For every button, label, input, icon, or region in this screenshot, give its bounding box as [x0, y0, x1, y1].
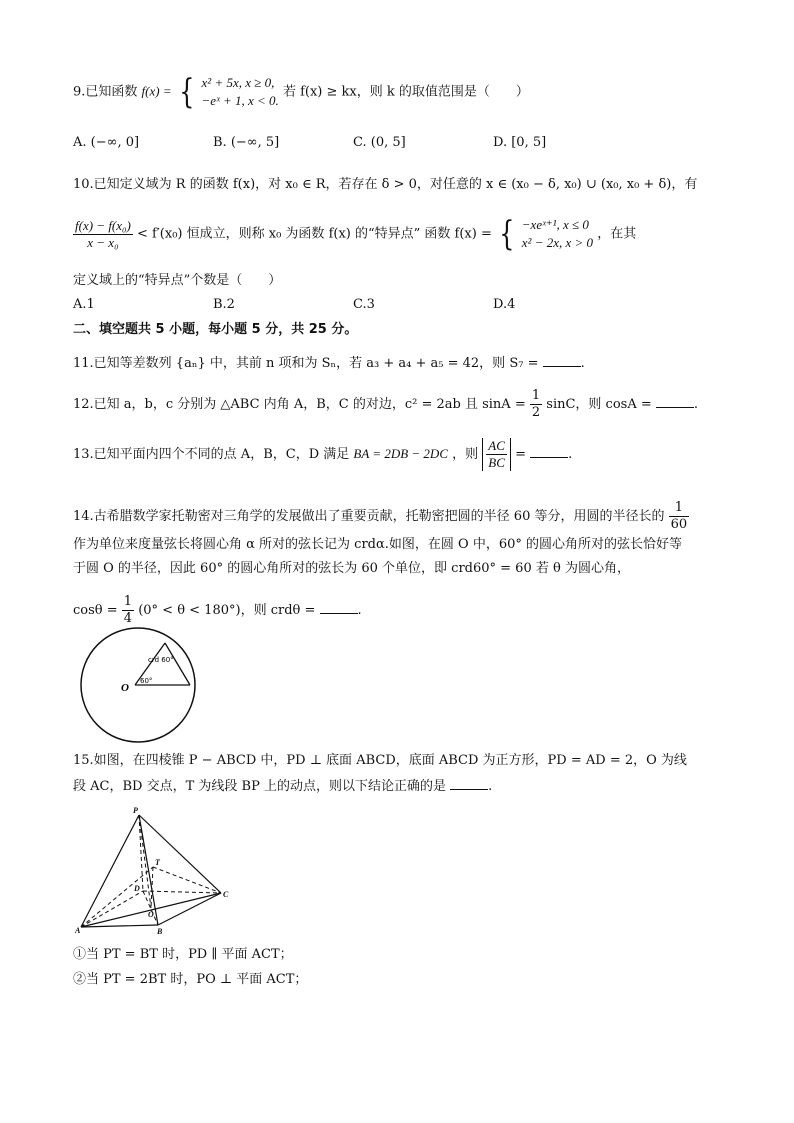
q15-edge-ab [81, 925, 158, 927]
q15-line-1: 15.如图，在四棱锥 P − ABCD 中，PD ⊥ 底面 ABCD，底面 ABCD 为正方形，PD = AD = 2，O 为线 [73, 753, 687, 768]
q13-vector-eq: BA = 2DB − 2DC [353, 446, 448, 461]
q10-choice-b: B.2 [213, 297, 235, 312]
q14-cos-pre: cosθ = [73, 603, 118, 618]
q10-line-3: 定义域上的“特异点”个数是（ ） [73, 273, 282, 288]
q11: 11.已知等差数列 {aₙ} 中，其前 n 项和为 Sₙ，若 a₃ + a₄ + a₅ = 42，则 S₇ = . [73, 356, 585, 371]
q15-label-t: T [155, 858, 160, 867]
q14-unit-num: 1 [669, 500, 690, 517]
q9-stem [73, 74, 529, 110]
q15-edge-pa [81, 815, 139, 927]
q10-brace: { [499, 214, 515, 254]
q15-edge-dc [143, 891, 221, 893]
q15-line-2-text: 段 AC，BD 交点，T 为线段 BP 上的动点，则以下结论正确的是 [73, 779, 446, 794]
q10-line-1: 10.已知定义域为 R 的函数 f(x)，对 x₀ ∈ R，若存在 δ > 0，对任意的 x ∈ (x₀ − δ, x₀) ∪ (x₀, x₀ + δ)，有 [73, 177, 698, 192]
q14-label-o: O [121, 682, 129, 694]
q14-unit-fraction [669, 500, 690, 533]
q15-label-c: C [223, 890, 229, 899]
q15-pyramid-figure [73, 805, 233, 935]
q9-case-1: x² + 5x, x ≥ 0, [201, 75, 275, 90]
q14-cos-num: 1 [123, 594, 133, 609]
q15-edge-pc [139, 815, 221, 893]
section-heading: 二、填空题共 5 小题，每小题 5 分，共 25 分。 [73, 322, 358, 337]
q10-choice-a: A.1 [73, 297, 95, 312]
q14-circle-figure [73, 625, 203, 745]
q15-line-po [139, 815, 151, 908]
q9-condition: 若 f(x) ≥ kx，则 k 的取值范围是（ ） [282, 84, 529, 100]
q10-frac-num: f(x) − f(x₀) [75, 217, 131, 233]
q14-line-2: 作为单位来度量弦长将圆心角 α 所对的弦长记为 crdα.如图，在圆 O 中，60° 的圆心角所对的弦长恰好等 [73, 537, 683, 552]
q15-label-o: O [148, 910, 154, 919]
q12-answer-blank[interactable] [656, 395, 694, 408]
q15-label-d: D [134, 884, 140, 893]
q12-frac-num: 1 [531, 388, 541, 403]
q9-choice-d: D. [0, 5] [493, 135, 547, 150]
q15-edge-bc [158, 893, 221, 925]
q15-line-ct [153, 867, 221, 893]
q15-answer-blank[interactable] [450, 777, 488, 790]
q12-post: sinC，则 cosA = [546, 397, 652, 412]
q13-ratio [482, 438, 511, 471]
q10-fraction [73, 218, 133, 251]
q10-tail: ，在其 [597, 226, 637, 242]
q10-choice-c: C.3 [353, 297, 375, 312]
q12-frac-den: 2 [531, 405, 541, 420]
q9-func: f(x) = [141, 83, 172, 99]
q13-pre: 13.已知平面内四个不同的点 A，B，C，D 满足 [73, 447, 350, 462]
q13: 13.已知平面内四个不同的点 A，B，C，D 满足 BA = 2DB − 2DC ，则 $\frac{AC}{BC}$ = . [73, 438, 573, 470]
q10-line-2 [73, 216, 636, 252]
q15-label-a: A [75, 926, 81, 935]
q15-option-1: ①当 PT = BT 时，PD ∥ 平面 ACT； [73, 947, 293, 962]
q13-num: AC [488, 438, 505, 453]
q14-label-angle: 60° [140, 677, 153, 685]
q14-line-1-text: 14.古希腊数学家托勒密对三角学的发展做出了重要贡献，托勒密把圆的半径 60 等分，用圆的半径长的 [73, 509, 665, 524]
q14-line-1 [73, 500, 689, 533]
q15-label-b: B [157, 927, 163, 935]
q14-cos-fraction [122, 594, 134, 627]
q14-line-3: 于圆 O 的半径，因此 60° 的圆心角所对的弦长为 60 个单位，即 crd60° = 60 若 θ 为圆心角， [73, 561, 630, 576]
q10-choice-d: D.4 [493, 297, 516, 312]
q9-prefix: 9.已知函数 [73, 84, 138, 100]
q9-case-2: −eˣ + 1, x < 0. [201, 93, 279, 108]
q13-den: BC [488, 455, 505, 470]
q10-mid: < f′(x₀) 恒成立，则称 x₀ 为函数 f(x) 的“特异点” 函数 f(x) = [137, 226, 492, 242]
q12: 12.已知 a，b，c 分别为 △ABC 内角 A，B，C 的对边，c² = 2ab 且 sinA = $\frac{1}{2}$ sinC，则 cosA = . [73, 388, 699, 420]
q9-choice-a: A. (−∞, 0] [73, 135, 140, 150]
q9-brace: { [178, 72, 195, 112]
q14-answer-blank[interactable] [320, 601, 358, 614]
q10-case-1: −xeˣ⁺¹, x ≤ 0 [521, 217, 589, 232]
q12-fraction [530, 388, 542, 421]
q10-frac-den: x − x₀ [87, 234, 119, 250]
q14-cos-den: 4 [123, 611, 133, 626]
q11-text: 11.已知等差数列 {aₙ} 中，其前 n 项和为 Sₙ，若 a₃ + a₄ + a₅ = 42，则 S₇ = [73, 356, 539, 371]
q15-label-p: P [133, 806, 138, 815]
q14-label-crd: crd 60° [148, 656, 174, 664]
q15-line-2: 段 AC，BD 交点，T 为线段 BP 上的动点，则以下结论正确的是 . [73, 779, 493, 794]
q10-case-2: x² − 2x, x > 0 [521, 235, 594, 250]
q14-cos-post: (0° < θ < 180°)，则 crdθ = [138, 603, 316, 618]
q12-pre: 12.已知 a，b，c 分别为 △ABC 内角 A，B，C 的对边，c² = 2ab 且 sinA = [73, 397, 526, 412]
q13-post: = [515, 447, 526, 462]
q9-cases [202, 74, 279, 110]
q10-cases [522, 216, 593, 252]
q9-choice-b: B. (−∞, 5] [213, 135, 280, 150]
q14-line-4: cosθ = $\frac{1}{4}$ (0° < θ < 180°)，则 crdθ = . [73, 594, 362, 626]
q13-answer-blank[interactable] [530, 445, 568, 458]
q11-answer-blank[interactable] [543, 354, 581, 367]
q9-choice-c: C. (0, 5] [353, 135, 406, 150]
q15-option-2: ②当 PT = 2BT 时，PO ⊥ 平面 ACT； [73, 972, 308, 987]
q13-mid: ，则 [452, 447, 479, 462]
q14-unit-den: 60 [670, 517, 688, 532]
q14-chord [165, 643, 190, 685]
